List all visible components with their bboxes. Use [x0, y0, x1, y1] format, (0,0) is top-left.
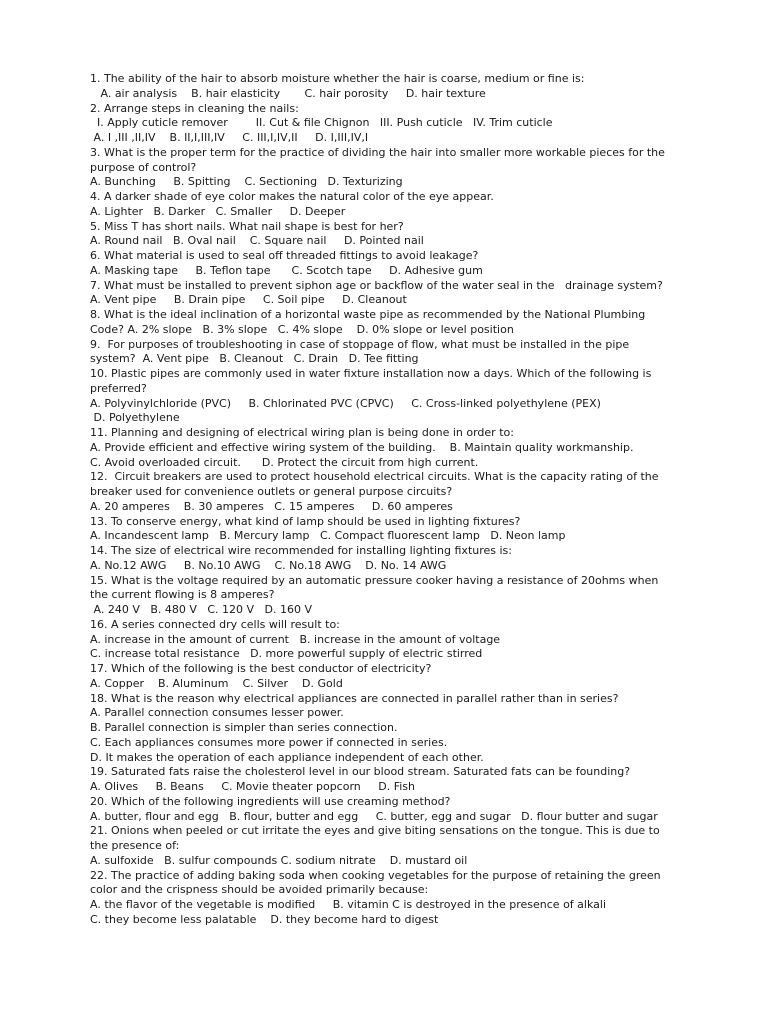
- text-line: 15. What is the voltage required by an automatic pressure cooker having a resistance of 20ohms when: [90, 573, 659, 587]
- text-line: 12. Circuit breakers are used to protect household electrical circuits. What is the capacity rating of the: [90, 470, 659, 484]
- text-line: D. It makes the operation of each appliance independent of each other.: [90, 750, 484, 764]
- text-line: 4. A darker shade of eye color makes the natural color of the eye appear.: [90, 190, 494, 203]
- text-line: A. the flavor of the vegetable is modified B. vitamin C is destroyed in the presence of alkali: [90, 898, 606, 911]
- text-line: the presence of:: [90, 839, 180, 852]
- text-line: 1. The ability of the hair to absorb moisture whether the hair is coarse, medium or fine is:: [90, 72, 585, 85]
- text-line: breaker used for convenience outlets or general purpose circuits?: [90, 485, 453, 498]
- text-line: 22. The practice of adding baking soda when cooking vegetables for the purpose of retaining the green: [90, 868, 661, 882]
- text-line: I. Apply cuticle remover II. Cut & file Chignon III. Push cuticle IV. Trim cuticle: [90, 116, 553, 130]
- text-line: 14. The size of electrical wire recommended for installing lighting fixtures is:: [90, 544, 512, 557]
- text-line: C. Each appliances consumes more power if connected in series.: [90, 735, 448, 749]
- text-line: the current flowing is 8 amperes?: [90, 588, 275, 602]
- text-line: 7. What must be installed to prevent siphon age or backflow of the water seal in the drainage system?: [90, 278, 663, 292]
- text-line: color and the crispness should be avoided primarily because:: [90, 883, 429, 897]
- text-line: C. they become less palatable D. they become hard to digest: [90, 912, 439, 926]
- question-text-block: [90, 72, 690, 928]
- text-line: preferred?: [90, 381, 147, 395]
- text-line: 20. Which of the following ingredients will use creaming method?: [90, 794, 451, 808]
- text-line: 2. Arrange steps in cleaning the nails:: [90, 101, 299, 115]
- text-line: A. Provide efficient and effective wiring system of the building. B. Maintain quality workmanship.: [90, 440, 634, 454]
- text-line: A. increase in the amount of current B. increase in the amount of voltage: [90, 632, 501, 646]
- text-line: A. Masking tape B. Teflon tape C. Scotch tape D. Adhesive gum: [90, 263, 483, 277]
- text-line: A. Parallel connection consumes lesser power.: [90, 706, 344, 720]
- text-line: A. Incandescent lamp B. Mercury lamp C. Compact fluorescent lamp D. Neon lamp: [90, 529, 566, 543]
- text-line: A. Copper B. Aluminum C. Silver D. Gold: [90, 676, 343, 690]
- text-line: 17. Which of the following is the best conductor of electricity?: [90, 662, 432, 675]
- text-line: 18. What is the reason why electrical appliances are connected in parallel rather than in series?: [90, 691, 619, 705]
- text-line: 21. Onions when peeled or cut irritate the eyes and give biting sensations on the tongue. This is due to: [90, 824, 660, 838]
- text-line: A. butter, flour and egg B. flour, butter and egg C. butter, egg and sugar D. flour butter and sugar: [90, 809, 658, 823]
- text-line: A. Round nail B. Oval nail C. Square nail D. Pointed nail: [90, 234, 424, 248]
- text-line: 6. What material is used to seal off threaded fittings to avoid leakage?: [90, 249, 479, 262]
- text-line: 11. Planning and designing of electrical wiring plan is being done in order to:: [90, 426, 514, 439]
- text-line: C. Avoid overloaded circuit. D. Protect the circuit from high current.: [90, 455, 479, 469]
- text-line: 9. For purposes of troubleshooting in case of stoppage of flow, what must be installed in the pipe: [90, 337, 630, 351]
- text-line: purpose of control?: [90, 160, 197, 174]
- text-line: A. Vent pipe B. Drain pipe C. Soil pipe D. Cleanout: [90, 293, 407, 307]
- text-line: A. Polyvinylchloride (PVC) B. Chlorinated PVC (CPVC) C. Cross-linked polyethylene (PEX): [90, 396, 601, 410]
- text-line: B. Parallel connection is simpler than series connection.: [90, 721, 398, 734]
- text-line: A. Bunching B. Spitting C. Sectioning D. Texturizing: [90, 175, 403, 189]
- text-line: A. I ,III ,II,IV B. II,I,III,IV C. III,I,IV,II D. I,III,IV,I: [90, 131, 369, 144]
- text-line: C. increase total resistance D. more powerful supply of electric stirred: [90, 647, 483, 661]
- text-line: 8. What is the ideal inclination of a horizontal waste pipe as recommended by the National Plumbing: [90, 308, 646, 321]
- text-line: 3. What is the proper term for the practice of dividing the hair into smaller more workable pieces for the: [90, 145, 665, 159]
- text-line: Code? A. 2% slope B. 3% slope C. 4% slope D. 0% slope or level position: [90, 322, 514, 336]
- text-line: D. Polyethylene: [90, 411, 180, 425]
- text-line: A. No.12 AWG B. No.10 AWG C. No.18 AWG D. No. 14 AWG: [90, 558, 447, 572]
- text-line: 16. A series connected dry cells will result to:: [90, 617, 340, 631]
- text-line: A. sulfoxide B. sulfur compounds C. sodium nitrate D. mustard oil: [90, 853, 468, 867]
- text-line: 13. To conserve energy, what kind of lamp should be used in lighting fixtures?: [90, 514, 521, 528]
- text-line: A. Olives B. Beans C. Movie theater popcorn D. Fish: [90, 780, 415, 793]
- text-line: A. air analysis B. hair elasticity C. hair porosity D. hair texture: [90, 86, 486, 100]
- text-line: A. Lighter B. Darker C. Smaller D. Deeper: [90, 204, 346, 218]
- text-line: A. 240 V B. 480 V C. 120 V D. 160 V: [90, 603, 313, 616]
- text-line: system? A. Vent pipe B. Cleanout C. Drain D. Tee fitting: [90, 352, 419, 366]
- text-line: 19. Saturated fats raise the cholesterol level in our blood stream. Saturated fats can be founding?: [90, 765, 631, 779]
- text-line: A. 20 amperes B. 30 amperes C. 15 amperes D. 60 amperes: [90, 499, 453, 513]
- text-line: 10. Plastic pipes are commonly used in water fixture installation now a days. Which of the following is: [90, 367, 652, 380]
- text-line: 5. Miss T has short nails. What nail shape is best for her?: [90, 219, 404, 233]
